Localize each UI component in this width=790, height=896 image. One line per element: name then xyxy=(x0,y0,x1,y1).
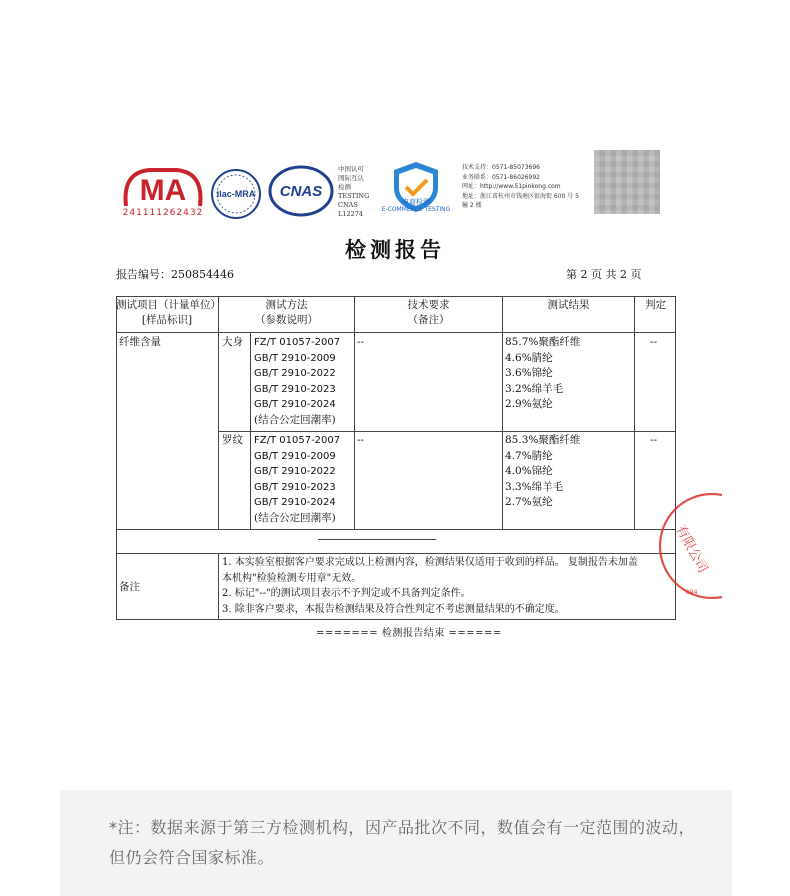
requirement-value: -- xyxy=(357,336,365,348)
method-line: GB/T 2910-2024 xyxy=(254,399,336,411)
header-test-method xyxy=(219,298,354,328)
method-line: GB/T 2910-2009 xyxy=(254,352,336,364)
ecommerce-logo-title: 电商检测 xyxy=(402,198,430,206)
header-test-item xyxy=(116,298,221,328)
method-line: (结合公定回潮率) xyxy=(254,511,336,524)
cnas-info xyxy=(338,165,384,219)
cnas-info-line: 检测 xyxy=(338,183,351,191)
cnas-info-line: 中国认可 xyxy=(338,165,364,173)
header-result: 测试结果 xyxy=(547,299,590,311)
header-text: [样品标识] xyxy=(141,314,193,326)
contact-line: 业务联系：0571-86026992 xyxy=(462,173,540,181)
method-line: GB/T 2910-2022 xyxy=(254,368,336,380)
result-line: 4.6%腈纶 xyxy=(505,351,553,364)
result-line: 2.7%氨纶 xyxy=(505,496,553,509)
method-line: FZ/T 01057-2007 xyxy=(254,337,341,348)
method-line: GB/T 2910-2023 xyxy=(254,481,336,493)
sample-label: 罗纹 xyxy=(222,434,243,446)
header-text: （备注） xyxy=(407,314,450,326)
method-line: (结合公定回潮率) xyxy=(254,413,336,426)
header-text: 测试方法 xyxy=(265,299,308,311)
header-text: 技术要求 xyxy=(407,299,450,311)
method-line: GB/T 2910-2022 xyxy=(254,466,336,478)
method-list xyxy=(254,335,354,429)
method-line: GB/T 2910-2023 xyxy=(254,383,336,395)
contact-line: 幢 2 楼 xyxy=(462,202,482,209)
report-end-marker: ======= 检测报告结束 ====== xyxy=(316,628,502,639)
remark-line: 2. 标记"--"的测试项目表示不予判定或不具备判定条件。 xyxy=(222,588,471,599)
cma-number: 241111262432 xyxy=(122,208,204,218)
contact-line: 技术支持：0571-85073696 xyxy=(462,164,540,171)
test-item-name: 纤维含量 xyxy=(119,336,161,348)
remarks-label: 备注 xyxy=(119,581,140,593)
remark-line: 3. 除非客户要求，本报告检测结果及符合性判定不考虑测量结果的不确定度。 xyxy=(222,603,565,615)
result-line: 4.0%锦纶 xyxy=(505,465,553,478)
cnas-logo-text: CNAS xyxy=(279,183,323,200)
method-line: GB/T 2910-2009 xyxy=(254,450,336,462)
header-text: 测试项目（计量单位） xyxy=(116,299,221,311)
result-list xyxy=(505,335,580,413)
cnas-info-line: CNAS L12274 xyxy=(338,201,363,218)
header-text: （参数说明） xyxy=(255,314,318,326)
cnas-info-line: 国际互认 xyxy=(338,174,364,182)
test-results-table xyxy=(116,296,676,620)
remarks-list xyxy=(222,555,674,617)
ecommerce-label: E-COMMERCE TESTING xyxy=(381,206,451,213)
cnas-info-line: TESTING xyxy=(338,192,370,200)
report-number: 报告编号：250854446 xyxy=(116,268,234,281)
footnote-text: *注：数据来源于第三方检测机构，因产品批次不同，数值会有一定范围的波动，但仍会符合国家标准。 xyxy=(109,818,696,867)
header-judgement: 判定 xyxy=(645,299,666,311)
requirement-value: -- xyxy=(357,434,365,446)
judgement-value: -- xyxy=(650,434,658,446)
remark-line: 本机构"检验检测专用章"无效。 xyxy=(222,572,362,584)
method-list xyxy=(254,433,354,527)
result-line: 2.9%氨纶 xyxy=(505,398,553,411)
result-list xyxy=(505,433,580,511)
contact-line: 地址：浙江省杭州市钱塘区银海街 600 号 5 xyxy=(462,192,579,200)
result-line: 85.7%聚酯纤维 xyxy=(505,336,581,348)
result-line: 3.3%绵羊毛 xyxy=(505,480,564,493)
result-line: 4.7%腈纶 xyxy=(505,449,553,462)
company-seal-stamp xyxy=(640,488,722,600)
result-line: 3.6%锦纶 xyxy=(505,367,553,380)
remark-line: 1. 本实验室根据客户要求完成以上检测内容，检测结果仅适用于收到的样品。 复制报告未加盖 xyxy=(222,557,638,568)
seal-text: 有限公司 xyxy=(672,522,711,576)
result-line: 85.3%聚酯纤维 xyxy=(505,434,581,446)
cnas-logo xyxy=(268,165,334,217)
judgement-value: -- xyxy=(650,336,658,348)
sample-label: 大身 xyxy=(222,336,243,348)
qr-code-image xyxy=(594,150,660,214)
report-title: 检测报告 xyxy=(345,237,445,262)
header-requirement xyxy=(355,298,502,328)
contact-info xyxy=(462,163,582,211)
result-line: 3.2%绵羊毛 xyxy=(505,382,564,395)
ilac-logo-text: ilac-MRA xyxy=(216,189,256,199)
page-info: 第 2 页 共 2 页 xyxy=(566,268,642,281)
contact-line: 网址：http://www.51pinkong.com xyxy=(462,183,561,190)
method-line: GB/T 2910-2024 xyxy=(254,497,336,509)
cma-logo-text: MA xyxy=(139,174,187,207)
seal-number: 894 xyxy=(686,589,698,596)
ilac-mra-logo xyxy=(210,168,262,220)
method-line: FZ/T 01057-2007 xyxy=(254,435,341,446)
